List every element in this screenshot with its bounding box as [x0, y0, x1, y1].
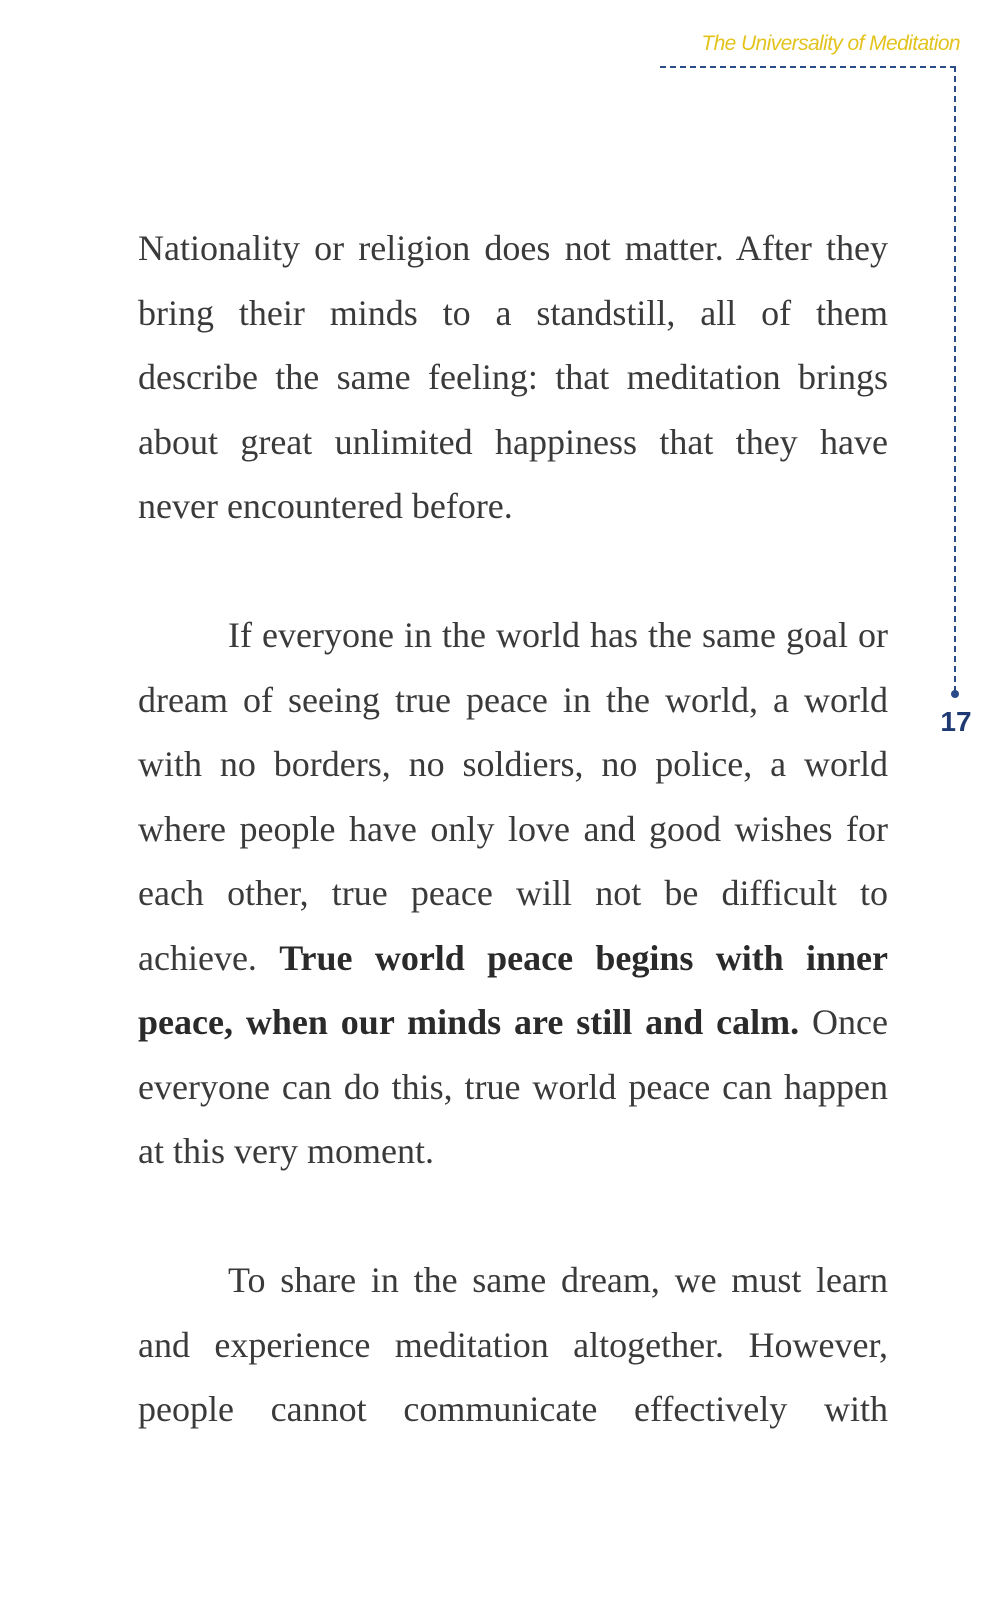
body-text: [138, 216, 888, 1506]
paragraph-3: To share in the same dream, we must learn and experience meditation altogether. However, people cannot communicate effectively with: [138, 1260, 888, 1429]
margin-dashed-rule: [954, 66, 956, 692]
paragraph-2: [138, 603, 888, 1184]
running-header-title: The Universality of Meditation: [701, 32, 960, 55]
header-dashed-rule: [660, 66, 956, 68]
paragraph-2-lead: If everyone in the world has the same goal or dream of seeing true peace in the world, a world with no borders, no soldiers, no police, a world where people have only love and good wishes for each other, true peace will not be difficult to achieve.: [138, 615, 888, 978]
paragraph-2-tail: Once everyone can do this, true world peace can happen at this very moment.: [138, 1002, 888, 1171]
paragraph-1: Nationality or religion does not matter. After they bring their minds to a standstill, all of them describe the same feeling: that meditation brings about great unlimited happiness that they have never encountered before.: [138, 228, 888, 526]
page-number: 17: [940, 706, 972, 737]
margin-rule-dot: [951, 690, 959, 698]
paragraph-2-emphasis: True world peace begins with inner peace, when our minds are still and calm.: [138, 937, 888, 1042]
